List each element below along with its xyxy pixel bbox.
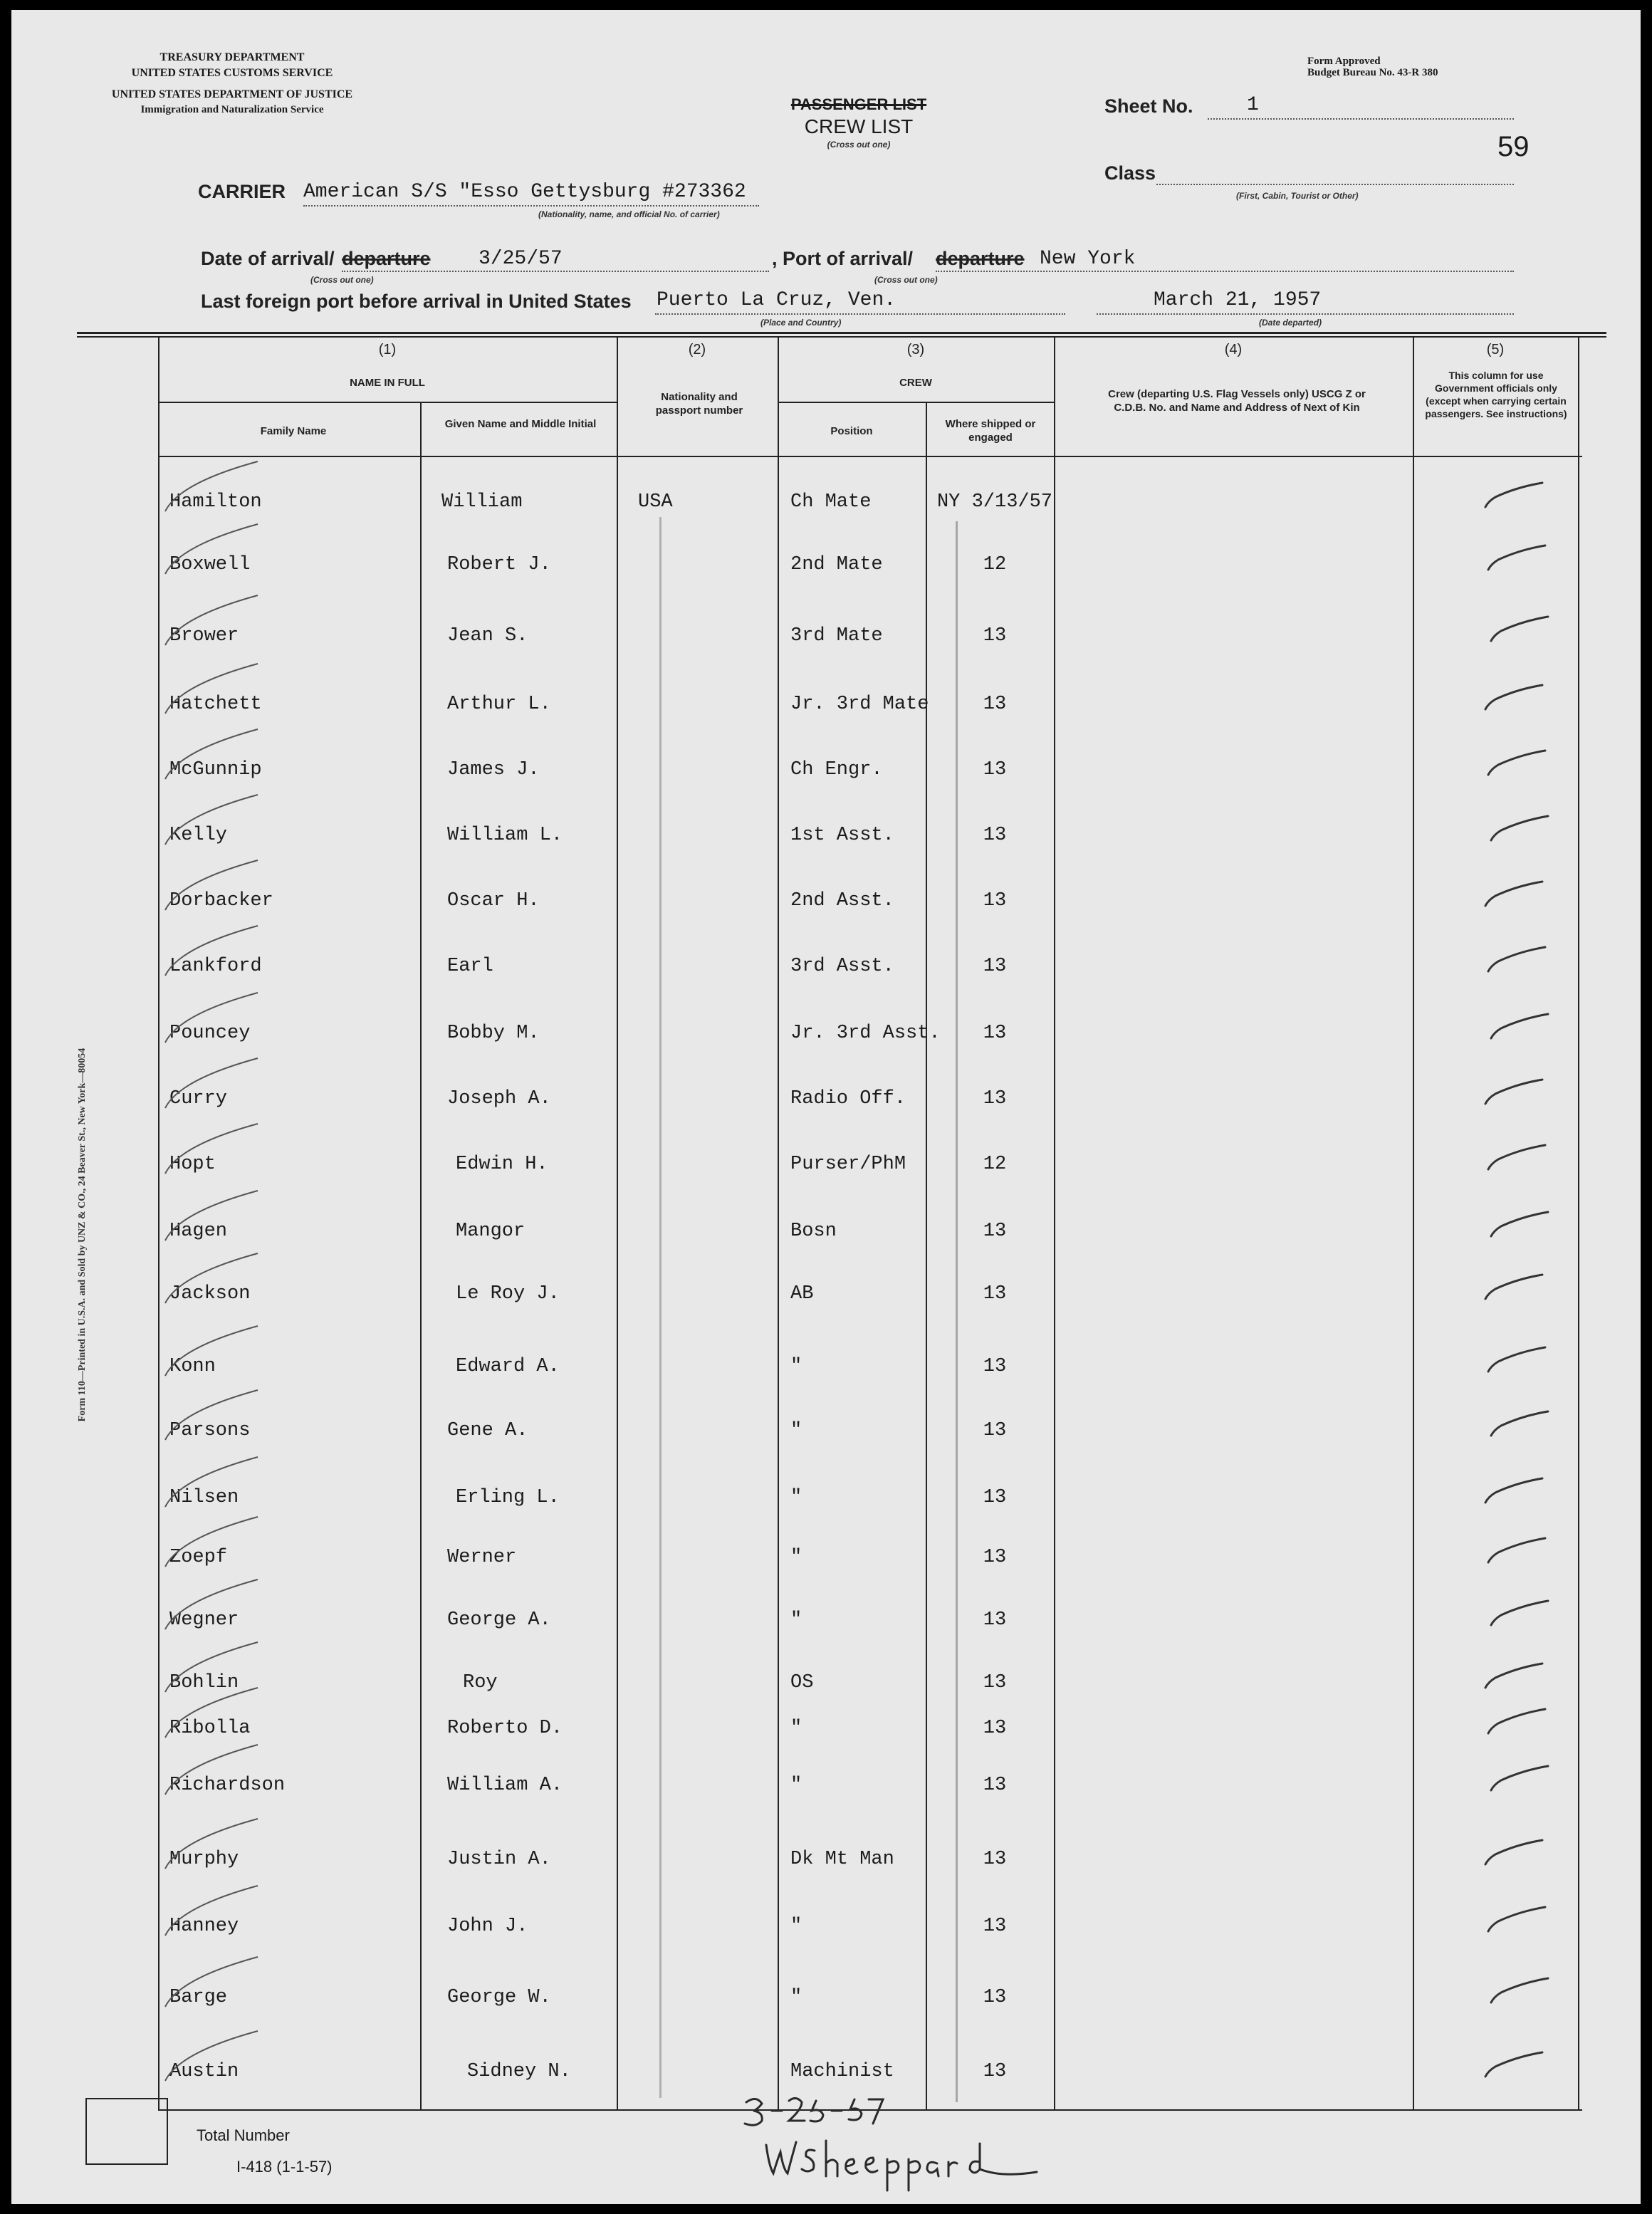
tick-mark-icon [162,1249,262,1306]
tick-mark-icon [162,988,262,1045]
cell-family: Hatchett [169,694,262,715]
cell-family: Zoepf [169,1547,228,1568]
cell-position: Machinist [790,2061,894,2082]
form-approved: Form Approved [1307,56,1381,67]
cell-given: Joseph A. [447,1088,551,1109]
check-mark-icon [1485,746,1549,782]
cell-position: " [790,1356,803,1377]
signature-image [738,2089,1051,2196]
cell-position: 3rd Mate [790,625,883,647]
carrier-caption: (Nationality, name, and official No. of carrier) [538,209,720,219]
agency-ins: Immigration and Naturalization Service [140,104,324,115]
cell-given: William [441,491,523,513]
cell-shipped: 13 [983,694,1007,715]
tick-mark-icon [162,790,262,847]
cell-shipped: 13 [983,1221,1007,1242]
cell-position: 2nd Asst. [790,890,894,912]
crew-list-title: CREW LIST [804,115,914,137]
cell-given: Edward A. [456,1356,560,1377]
cell-shipped: 13 [983,1609,1007,1631]
cell-position: Ch Mate [790,491,872,513]
cell-shipped: 13 [983,1487,1007,1508]
cell-position: Bosn [790,1221,837,1242]
check-mark-icon [1488,1407,1552,1443]
date-arrival-label: Date of arrival/ [201,248,335,269]
cell-family: Pouncey [169,1023,251,1044]
check-mark-icon [1483,479,1547,514]
cell-position: " [790,1609,803,1631]
cell-family: Curry [169,1088,228,1109]
cell-position: 3rd Asst. [790,956,894,977]
col2-title: Nationality and passport number [655,391,743,417]
cell-family: Richardson [169,1775,286,1796]
tick-mark-icon [162,659,262,716]
cell-shipped: 13 [983,890,1007,912]
tick-mark-icon [162,591,262,648]
cell-family: Wegner [169,1609,239,1631]
cell-position: Jr. 3rd Asst. [790,1023,941,1044]
cell-given: Oscar H. [447,890,540,912]
cell-position: " [790,1775,803,1796]
class-label: Class [1104,162,1156,184]
port-arrival-label: , Port of arrival/ [772,248,914,269]
sheet-label: Sheet No. [1104,95,1193,117]
date-departure-struck: departure [342,248,431,269]
sheet-number: 1 [1247,94,1259,116]
cell-shipped: 13 [983,1283,1007,1305]
cell-family: Parsons [169,1420,251,1441]
cell-given: Gene A. [447,1420,528,1441]
cell-position: " [790,1718,803,1739]
cell-family: Jackson [169,1283,251,1305]
cell-nationality: USA [638,491,673,513]
cell-shipped: 13 [983,1547,1007,1568]
tick-mark-icon [162,2027,262,2084]
check-mark-icon [1483,1659,1547,1695]
cell-given: John J. [447,1916,528,1937]
tick-mark-icon [162,856,262,913]
check-mark-icon [1485,1343,1549,1379]
carrier-label: CARRIER [198,181,286,202]
cell-given: Edwin H. [456,1154,548,1175]
cell-family: Murphy [169,1849,239,1870]
check-mark-icon [1488,812,1552,847]
page-number: 59 [1497,131,1530,162]
check-mark-icon [1485,1705,1549,1740]
shipped-header: Where shipped or engaged [945,418,1036,444]
tick-mark-icon [162,1881,262,1938]
position-header: Position [830,425,873,437]
cell-position: AB [790,1283,814,1305]
cell-family: Hopt [169,1154,216,1175]
cell-shipped: NY 3/13/57 [936,491,1053,513]
agency-treasury: TREASURY DEPARTMENT [160,51,305,63]
col1-title: NAME IN FULL [350,377,425,389]
cell-shipped: 13 [983,1987,1007,2008]
cell-position: Dk Mt Man [790,1849,894,1870]
cell-position: " [790,1547,803,1568]
cell-given: George A. [447,1609,551,1631]
cell-shipped: 13 [983,1775,1007,1796]
check-mark-icon [1485,541,1549,577]
tick-mark-icon [162,1740,262,1797]
class-caption: (First, Cabin, Tourist or Other) [1236,191,1359,201]
last-port-label: Last foreign port before arrival in United States [201,291,632,312]
cell-shipped: 13 [983,2061,1007,2082]
date-arrival-value: 3/25/57 [479,248,563,270]
cell-position: Ch Engr. [790,759,883,780]
cell-shipped: 13 [983,956,1007,977]
date-departed-caption: (Date departed) [1259,318,1322,328]
cell-given: Earl [447,956,493,977]
cell-position: " [790,1487,803,1508]
col5-title: This column for use Government officials only (except when carrying certain passengers. See instructions) [1425,370,1567,419]
cell-shipped: 12 [983,1154,1007,1175]
cell-family: Lankford [169,956,262,977]
cell-given: Le Roy J. [456,1283,560,1305]
cell-given: Jean S. [447,625,528,647]
check-mark-icon [1483,1836,1547,1871]
cell-shipped: 13 [983,625,1007,647]
date-cross-caption: (Cross out one) [310,275,374,285]
cell-given: Bobby M. [447,1023,540,1044]
form-id: I-418 (1-1-57) [236,2158,333,2176]
cell-family: Boxwell [169,554,251,575]
cell-position: OS [790,1672,814,1693]
cell-given: Werner [447,1547,517,1568]
cell-given: Robert J. [447,554,551,575]
nationality-ditto-line [659,517,662,2098]
cell-position: 2nd Mate [790,554,883,575]
cell-family: Kelly [169,825,228,846]
last-port-value: Puerto La Cruz, Ven. [657,289,896,311]
tick-mark-icon [162,457,262,514]
cell-given: James J. [447,759,540,780]
check-mark-icon [1485,1903,1549,1938]
agency-customs: UNITED STATES CUSTOMS SERVICE [131,67,333,79]
cell-position: " [790,1420,803,1441]
cell-family: Nilsen [169,1487,239,1508]
cell-position: " [790,1987,803,2008]
cell-position: Radio Off. [790,1088,906,1109]
col4-title: Crew (departing U.S. Flag Vessels only) USCG Z or C.D.B. No. and Name and Address of Next of Kin [1108,388,1366,414]
budget-bureau: Budget Bureau No. 43-R 380 [1307,67,1438,78]
cell-shipped: 13 [983,1420,1007,1441]
col2-number: (2) [688,342,706,357]
carrier-value: American S/S "Esso Gettysburg #273362 [303,181,746,203]
cell-shipped: 13 [983,1088,1007,1109]
cell-given: Justin A. [447,1849,551,1870]
cell-given: Roberto D. [447,1718,563,1739]
check-mark-icon [1485,943,1549,978]
cell-position: Jr. 3rd Mate [790,694,929,715]
tick-mark-icon [162,1513,262,1570]
cell-shipped: 13 [983,1849,1007,1870]
port-cross-caption: (Cross out one) [874,275,938,285]
col1-number: (1) [378,342,397,357]
cell-shipped: 13 [983,759,1007,780]
cell-shipped: 13 [983,1023,1007,1044]
tick-mark-icon [162,1453,262,1510]
total-number-box [85,2098,168,2165]
col3-number: (3) [906,342,925,357]
check-mark-icon [1483,877,1547,913]
cell-shipped: 13 [983,1356,1007,1377]
printer-note: Form 110—Printed in U.S.A. and Sold by UNZ & CO., 24 Beaver St., New York—80054 [77,1048,88,1422]
cell-position: " [790,1916,803,1937]
check-mark-icon [1488,612,1552,648]
cell-given: William A. [447,1775,563,1796]
check-mark-icon [1488,1208,1552,1243]
col4-number: (4) [1224,342,1243,357]
date-departed-value: March 21, 1957 [1154,289,1322,311]
tick-mark-icon [162,1953,262,2010]
check-mark-icon [1485,1534,1549,1570]
tick-mark-icon [162,1119,262,1176]
tick-mark-icon [162,921,262,978]
cell-family: Brower [169,625,239,647]
cell-family: Dorbacker [169,890,273,912]
agency-justice: UNITED STATES DEPARTMENT OF JUSTICE [111,88,353,100]
cell-shipped: 13 [983,1672,1007,1693]
cell-given: Roy [463,1672,498,1693]
cell-family: Hamilton [169,491,262,513]
cell-family: Hanney [169,1916,239,1937]
cell-given: Sidney N. [467,2061,571,2082]
cell-given: Arthur L. [447,694,551,715]
check-mark-icon [1483,1474,1547,1510]
check-mark-icon [1485,1141,1549,1176]
cell-given: Erling L. [456,1487,560,1508]
crew-list-form [11,10,1641,2204]
given-name-header: Given Name and Middle Initial [444,418,597,430]
check-mark-icon [1488,1010,1552,1045]
cell-family: Hagen [169,1221,228,1242]
total-number-label: Total Number [197,2126,290,2144]
cell-given: George W. [447,1987,551,2008]
cell-shipped: 13 [983,1916,1007,1937]
col3-title: CREW [899,377,932,389]
tick-mark-icon [162,520,262,577]
cell-given: Mangor [456,1221,526,1242]
cross-out-caption: (Cross out one) [827,140,891,150]
cell-shipped: 13 [983,825,1007,846]
cell-given: William L. [447,825,563,846]
tick-mark-icon [162,1186,262,1243]
tick-mark-icon [162,725,262,782]
tick-mark-icon [162,1054,262,1111]
tick-mark-icon [162,1683,262,1740]
family-name-header: Family Name [260,425,327,437]
cell-family: Bohlin [169,1672,239,1693]
tick-mark-icon [162,1814,262,1871]
check-mark-icon [1488,1974,1552,2010]
tick-mark-icon [162,1386,262,1443]
cell-family: Barge [169,1987,228,2008]
check-mark-icon [1483,1075,1547,1111]
cell-family: Ribolla [169,1718,251,1739]
cell-shipped: 12 [983,554,1007,575]
check-mark-icon [1483,1270,1547,1306]
check-mark-icon [1488,1762,1552,1797]
port-departure-struck: departure [936,248,1025,269]
cell-position: 1st Asst. [790,825,894,846]
cell-shipped: 13 [983,1718,1007,1739]
cell-position: Purser/PhM [790,1154,906,1175]
tick-mark-icon [162,1322,262,1379]
check-mark-icon [1483,2048,1547,2084]
col5-number: (5) [1486,342,1505,357]
check-mark-icon [1488,1597,1552,1632]
check-mark-icon [1483,681,1547,716]
port-arrival-value: New York [1040,248,1136,270]
cell-family: McGunnip [169,759,262,780]
cell-family: Konn [169,1356,216,1377]
passenger-list-struck: PASSENGER LIST [790,95,927,113]
last-port-caption: (Place and Country) [760,318,842,328]
cell-family: Austin [169,2061,239,2082]
tick-mark-icon [162,1575,262,1632]
